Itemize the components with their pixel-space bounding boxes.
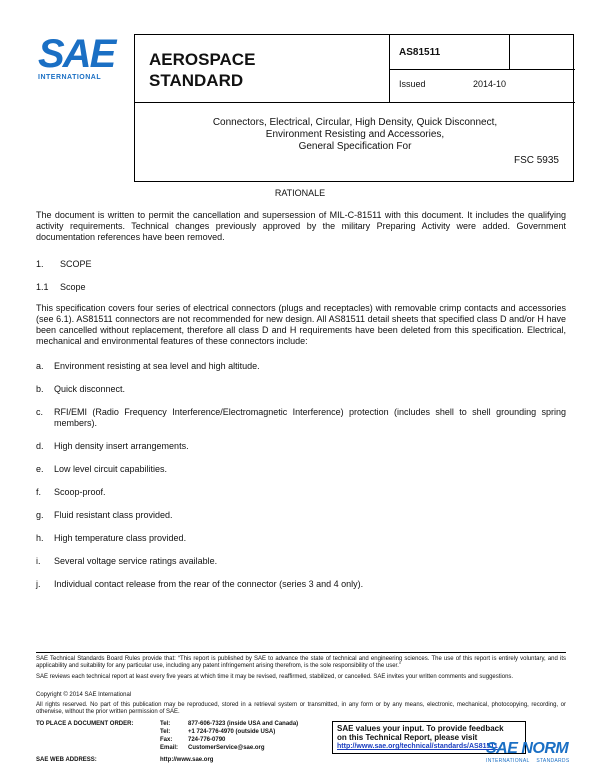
feedback-text: SAE values your input. To provide feedback: [337, 724, 504, 733]
header-divider: [509, 35, 510, 69]
subsection-number: 1.1: [36, 282, 49, 292]
section-title: SCOPE: [60, 259, 92, 269]
subsection-heading-scope: [36, 282, 86, 292]
list-marker: c.: [36, 407, 44, 417]
web-value[interactable]: http://www.sae.org: [160, 757, 214, 763]
rationale-text: The document is written to permit the cancellation and supersession of MIL-C-81511 with this document. It includes the qualifying activity requirements. Technical changes previously approved by the military Preparing Activity were added. Government documentation references have been removed.: [36, 210, 566, 242]
list-marker: d.: [36, 441, 44, 451]
feedback-text: on this Technical Report, please visit: [337, 733, 478, 742]
standard-title: [149, 49, 255, 91]
footer-copyright: Copyright © 2014 SAE International: [36, 692, 132, 698]
subject-line: General Specification For: [298, 141, 412, 152]
list-marker: j.: [36, 579, 41, 589]
header-divider: [389, 69, 575, 70]
header-divider: [135, 102, 575, 103]
rationale-heading: RATIONALE: [274, 188, 326, 198]
tel-value: 877-606-7323 (inside USA and Canada): [188, 721, 299, 727]
list-marker: f.: [36, 487, 42, 497]
section-heading-scope: [36, 259, 92, 269]
tel-value: +1 724-776-4970 (outside USA): [188, 729, 276, 735]
scope-paragraph: This specification covers four series of electrical connectors (plugs and receptacles) with removable crimp contacts and accessories (see 6.1). AS81511 connectors are not recommended for new design. All AS81511 detail sheets that specified class D and/or H have been cancelled without replacement, therefore all class D and H requirements have been deleted from this specification. Electrical, mechanical and environmental features of these connectors include:: [36, 303, 566, 346]
standard-title-line2: STANDARD: [149, 71, 244, 90]
list-text: Several voltage service ratings available.: [54, 556, 218, 566]
sae-logo-mark: SAE: [38, 32, 115, 76]
list-text: Fluid resistant class provided.: [54, 510, 173, 520]
subject-line: Environment Resisting and Accessories,: [265, 129, 445, 140]
footer-divider: [36, 652, 566, 653]
list-text: Individual contact release from the rear of the connector (series 3 and 4 only).: [54, 579, 364, 589]
list-marker: b.: [36, 384, 44, 394]
list-text: RFI/EMI (Radio Frequency Interference/Electromagnetic Interference) protection (includes shell to shell grounding spring members).: [54, 407, 566, 428]
sae-norm-mark: SAE NORM: [486, 740, 569, 757]
tel-label: Tel:: [160, 721, 171, 727]
list-marker: g.: [36, 510, 44, 520]
standard-title-line1: AEROSPACE: [149, 50, 256, 69]
list-text: Low level circuit capabilities.: [54, 464, 168, 474]
fax-value: 724-776-0790: [188, 737, 226, 743]
sae-logo: [38, 32, 120, 86]
sae-norm-sub: INTERNATIONAL: [486, 758, 530, 764]
list-marker: h.: [36, 533, 44, 543]
list-marker: a.: [36, 361, 44, 371]
list-text: High temperature class provided.: [54, 533, 187, 543]
footer-rules-text: SAE Technical Standards Board Rules provide that: “This report is published by SAE to advance the state of technical and engineering sciences. The use of this report is entirely voluntary, and its applicability and suitability for any particular use, including any patent infringement arising therefrom, is the sole responsibility of the user.”: [36, 656, 566, 670]
list-text: Environment resisting at sea level and high altitude.: [54, 361, 260, 371]
sae-logo-sub: INTERNATIONAL: [38, 74, 102, 81]
feedback-link[interactable]: http://www.sae.org/technical/standards/AS81511: [337, 743, 498, 750]
footer-review-text: SAE reviews each technical report at least every five years at which time it may be revised, reaffirmed, stabilized, or cancelled. SAE invites your written comments and suggestions.: [36, 674, 514, 680]
web-label: SAE WEB ADDRESS:: [36, 757, 97, 763]
email-label: Email:: [160, 745, 179, 751]
document-number: AS81511: [399, 47, 441, 58]
list-text: Scoop-proof.: [54, 487, 106, 497]
list-text: Quick disconnect.: [54, 384, 126, 394]
sae-norm-logo: [486, 740, 572, 770]
list-marker: e.: [36, 464, 44, 474]
list-text: High density insert arrangements.: [54, 441, 189, 451]
email-value[interactable]: CustomerService@sae.org: [188, 745, 265, 751]
subject-line: Connectors, Electrical, Circular, High Density, Quick Disconnect,: [212, 117, 498, 128]
order-label: TO PLACE A DOCUMENT ORDER:: [36, 721, 134, 727]
header-box: [134, 34, 574, 182]
fax-label: Fax:: [160, 737, 173, 743]
footer-rights-text: All rights reserved. No part of this publication may be reproduced, stored in a retrieval system or transmitted, in any form or by any means, electronic, mechanical, photocopying, recording, or otherwise, without the prior written permission of SAE.: [36, 702, 566, 716]
section-number: 1.: [36, 259, 44, 269]
issued-label: Issued: [399, 79, 426, 89]
list-marker: i.: [36, 556, 41, 566]
document-subject: [135, 117, 575, 153]
fsc-code: FSC 5935: [513, 155, 559, 166]
tel-label: Tel:: [160, 729, 171, 735]
subsection-title: Scope: [60, 282, 86, 292]
sae-norm-sub: STANDARDS: [536, 758, 570, 764]
issued-date: 2014-10: [473, 79, 507, 89]
